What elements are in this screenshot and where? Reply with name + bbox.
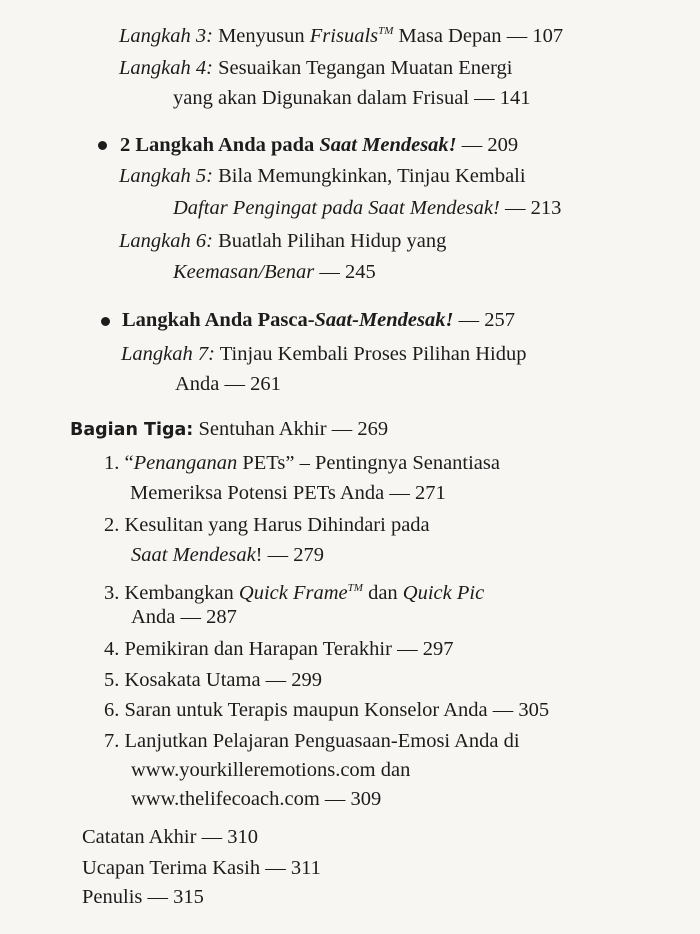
toc-entry-langkah-7[interactable]: [121, 341, 526, 367]
step-label: Langkah 5:: [119, 165, 213, 187]
open-quote: “: [124, 452, 134, 474]
dash: —: [180, 606, 202, 628]
dash: —: [492, 699, 514, 721]
section-title-italic: Saat-Mendesak!: [314, 309, 454, 331]
dash: —: [265, 669, 287, 691]
dash: —: [331, 418, 353, 440]
dash: —: [397, 638, 418, 660]
part-title: Sentuhan Akhir: [198, 418, 327, 440]
part-label: Bagian Tiga:: [70, 420, 194, 440]
page-number: 141: [499, 87, 531, 109]
entry-text: Tinjau Kembali Proses Pilihan Hidup: [219, 343, 527, 365]
entry-text: Kesulitan yang Harus Dihindari pada: [124, 514, 430, 536]
toc-item-3-cont[interactable]: [131, 604, 237, 630]
entry-text: Lanjutkan Pelajaran Penguasaan-Emosi Anda di: [124, 730, 520, 752]
page-number: 107: [532, 25, 564, 47]
entry-text: PETs” – Pentingnya Senantiasa: [237, 452, 500, 474]
trademark: TM: [378, 25, 394, 37]
toc-end-catatan[interactable]: [82, 824, 258, 850]
dash: —: [201, 826, 223, 848]
entry-text-italic: Daftar Pengingat pada Saat Mendesak!: [173, 197, 500, 219]
step-label: Langkah 3:: [119, 25, 213, 47]
item-number: 4.: [104, 638, 120, 660]
entry-text: Anda: [131, 606, 176, 628]
toc-item-7-url2[interactable]: [131, 786, 381, 812]
dash: —: [389, 482, 410, 504]
entry-text: yang akan Digunakan dalam Frisual: [173, 87, 470, 109]
toc-entry-langkah-5[interactable]: [119, 163, 526, 189]
page-number: 297: [422, 638, 454, 660]
page-number: 245: [344, 261, 376, 283]
entry-italic: Frisuals: [309, 25, 379, 47]
toc-entry-langkah-3[interactable]: [119, 18, 563, 49]
entry-text: Buatlah Pilihan Hidup yang: [218, 230, 447, 252]
toc-section-pasca[interactable]: [122, 307, 515, 333]
entry-italic: Quick Frame: [238, 582, 348, 604]
dash: —: [506, 25, 528, 47]
page-number: 299: [291, 669, 323, 691]
toc-part-three[interactable]: [70, 416, 388, 443]
dash: —: [267, 544, 289, 566]
dash: —: [474, 87, 495, 109]
entry-italic: Saat Mendesak: [131, 544, 256, 566]
entry-italic: Quick Pic: [402, 582, 485, 604]
section-title: Langkah Anda Pasca-: [122, 309, 315, 331]
entry-text: Memeriksa Potensi PETs Anda: [130, 482, 385, 504]
bullet-icon: [101, 317, 110, 326]
step-label: Langkah 7:: [121, 343, 215, 365]
section-title: 2 Langkah Anda pada: [120, 134, 315, 156]
page-number: 305: [518, 699, 550, 721]
entry-text: Saran untuk Terapis maupun Konselor Anda: [124, 699, 488, 721]
item-number: 2.: [104, 514, 120, 536]
toc-item-7[interactable]: [104, 728, 520, 754]
toc-item-3[interactable]: [104, 575, 484, 606]
dash: —: [324, 788, 346, 810]
entry-text: Anda: [175, 373, 220, 395]
entry-text: Penulis: [82, 886, 143, 908]
entry-text: Catatan Akhir: [82, 826, 197, 848]
page-number: 279: [293, 544, 324, 566]
section-title-italic: Saat Mendesak!: [319, 134, 457, 156]
step-label: Langkah 4:: [119, 57, 213, 79]
toc-entry-langkah-6-cont[interactable]: [173, 259, 376, 285]
page-number: 213: [530, 197, 562, 219]
dash: —: [461, 134, 483, 156]
entry-text-italic: Keemasan/Benar: [173, 261, 315, 283]
entry-text: Kosakata Utama: [124, 669, 261, 691]
item-number: 7.: [104, 730, 120, 752]
page-number: 209: [487, 134, 519, 156]
page-number: 271: [414, 482, 446, 504]
page-number: 315: [173, 886, 204, 908]
page-number: 311: [290, 857, 321, 879]
entry-text-after: Masa Depan: [398, 25, 502, 47]
toc-entry-langkah-5-cont[interactable]: [173, 195, 561, 221]
entry-italic: Penanganan: [133, 452, 238, 474]
dash: —: [319, 261, 340, 283]
toc-section-saat-mendesak[interactable]: [120, 132, 518, 158]
bullet-icon: [98, 141, 107, 150]
entry-text: Sesuaikan Tegangan Muatan Energi: [218, 57, 513, 79]
toc-entry-langkah-6[interactable]: [119, 228, 446, 254]
item-number: 1.: [104, 452, 120, 474]
toc-entry-langkah-4-cont[interactable]: [173, 85, 531, 111]
dash: —: [224, 373, 246, 395]
toc-end-penulis[interactable]: [82, 884, 204, 910]
entry-text: www.thelifecoach.com: [131, 788, 320, 810]
entry-text: Ucapan Terima Kasih: [82, 857, 261, 879]
toc-item-4[interactable]: [104, 636, 453, 662]
item-number: 6.: [104, 699, 120, 721]
dash: —: [458, 309, 480, 331]
toc-item-2[interactable]: [104, 512, 430, 538]
entry-text: dan: [368, 582, 398, 604]
toc-item-7-url1[interactable]: [131, 757, 410, 783]
toc-item-6[interactable]: [104, 697, 549, 723]
page-number: 269: [357, 418, 389, 440]
page-number: 261: [250, 373, 281, 395]
toc-entry-langkah-7-cont[interactable]: [175, 371, 281, 397]
toc-item-1[interactable]: [104, 450, 500, 476]
item-number: 3.: [104, 582, 120, 604]
page-number: 257: [484, 309, 515, 331]
toc-item-5[interactable]: [104, 667, 322, 693]
toc-item-2-cont[interactable]: [131, 542, 324, 568]
trademark: TM: [347, 582, 363, 594]
dash: —: [265, 857, 286, 879]
entry-text: !: [255, 544, 263, 566]
entry-text: Pemikiran dan Harapan Terakhir: [124, 638, 392, 660]
toc-end-ucapan[interactable]: [82, 855, 321, 881]
page-number: 310: [227, 826, 258, 848]
page-number: 287: [206, 606, 237, 628]
entry-text: Kembangkan: [124, 582, 234, 604]
entry-text: www.yourkilleremotions.com dan: [131, 759, 411, 781]
item-number: 5.: [104, 669, 120, 691]
toc-entry-langkah-4[interactable]: [119, 55, 513, 81]
page-number: 309: [350, 788, 382, 810]
toc-item-1-cont[interactable]: [130, 480, 446, 506]
entry-text: Bila Memungkinkan, Tinjau Kembali: [218, 165, 526, 187]
dash: —: [147, 886, 168, 908]
entry-text: Menyusun: [218, 25, 305, 47]
step-label: Langkah 6:: [119, 230, 213, 252]
dash: —: [504, 197, 526, 219]
